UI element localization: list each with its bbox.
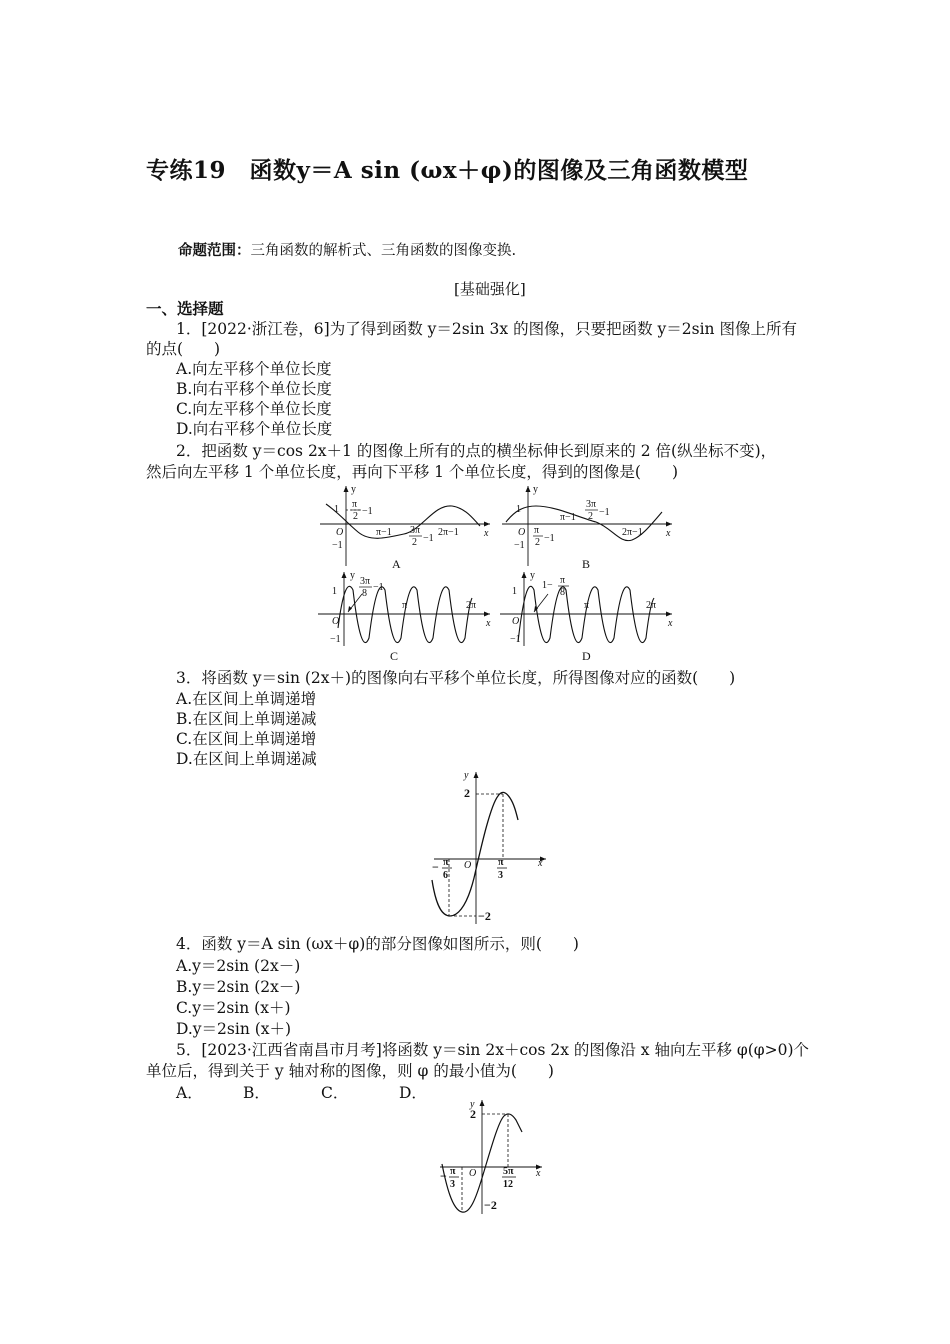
graph-c-neg-one: −1 — [330, 634, 341, 645]
graph-a-pi-minus-1: π−1 — [376, 527, 392, 538]
graph-a-half-pi-num: π — [352, 499, 358, 510]
graph-q4-pi6-den: 6 — [443, 870, 448, 881]
scope-label: 命题范围： — [178, 242, 251, 259]
graph-a-half-pi-den: 2 — [353, 511, 358, 522]
graph-d-frac-den: 8 — [560, 587, 565, 598]
graph-q4-two: 2 — [464, 786, 470, 800]
graph-q4 — [428, 768, 552, 928]
q1-option-c: C.向左平移个单位长度 — [176, 400, 332, 418]
graph-d — [498, 570, 678, 664]
q5-option-d: D． — [399, 1084, 427, 1102]
q5-option-a: A． — [176, 1084, 203, 1102]
q4-option-c: C.y＝2sin (x＋) — [176, 999, 291, 1017]
graph-b-3half-tail: −1 — [599, 507, 610, 518]
q1-option-d: D.向右平移个单位长度 — [176, 420, 333, 438]
q3-option-b: B.在区间上单调递减 — [176, 710, 317, 728]
graph-d-one: 1 — [512, 586, 517, 597]
q3-line1: 3．将函数 y＝sin (2x＋)的图像向右平移个单位长度，所得图像对应的函数( ) — [176, 669, 736, 687]
graph-d-neg-one: −1 — [510, 634, 521, 645]
graph-q5-pi3-den: 3 — [450, 1179, 455, 1190]
graph-d-frac-head: 1− — [542, 580, 553, 591]
graph-b-caption: B — [582, 557, 591, 570]
graph-b-half-pi-tail: −1 — [544, 533, 555, 544]
graph-q5-y-label: y — [470, 1099, 475, 1110]
q1-option-b: B.向右平移个单位长度 — [176, 380, 332, 398]
graph-c-origin: O — [332, 616, 340, 627]
graph-d-caption: D — [582, 649, 591, 663]
graph-a-origin: O — [336, 527, 344, 538]
graph-c-one: 1 — [332, 586, 337, 597]
graph-q4-neg-two: −2 — [478, 909, 491, 923]
graph-c-y-label: y — [350, 570, 355, 581]
graph-d-frac-num: π — [560, 575, 566, 586]
section-tag: [基础强化] — [454, 280, 526, 298]
graph-q5-two: 2 — [470, 1107, 476, 1121]
graph-a-2pi-minus-1: 2π−1 — [438, 527, 459, 538]
graph-d-x-label: x — [668, 618, 673, 629]
graph-c-pi: π — [402, 600, 408, 611]
graph-q4-pi3-den: 3 — [498, 870, 503, 881]
graph-a — [318, 482, 494, 570]
graph-q5 — [436, 1098, 548, 1218]
graph-q5-pi3-num: π — [450, 1166, 456, 1177]
graph-b-y-label: y — [533, 484, 538, 495]
graph-b-half-pi-den: 2 — [535, 537, 540, 548]
graph-d-y-arrow — [522, 572, 527, 578]
graph-c-2pi: 2π — [466, 600, 477, 611]
graph-q4-y-label: y — [464, 770, 469, 781]
q5-option-b: B． — [243, 1084, 270, 1102]
scope-line — [178, 239, 516, 260]
part-heading: 一、选择题 — [146, 299, 224, 318]
graph-a-3half-num: 3π — [410, 525, 421, 536]
graph-a-caption: A — [392, 557, 401, 570]
graph-a-y-arrow — [344, 486, 349, 492]
graph-a-x-arrow — [484, 522, 490, 527]
graph-q5-512-num: 5π — [503, 1166, 514, 1177]
graph-c-frac-den: 8 — [362, 588, 367, 599]
q2-line1: 2．把函数 y＝cos 2x＋1 的图像上所有的点的横坐标伸长到原来的 2 倍(纵坐标不变)， — [176, 442, 777, 460]
graph-b-x-arrow — [666, 522, 672, 527]
q1-line2: 的点( ) — [146, 340, 221, 358]
q4-option-a: A.y＝2sin (2x－) — [176, 957, 301, 975]
graph-c-y-arrow — [342, 572, 347, 578]
graph-a-x-label: x — [484, 528, 489, 539]
graph-q4-y-arrow — [474, 772, 479, 778]
graph-q4-x-label: x — [538, 858, 543, 869]
q4-option-d: D.y＝2sin (x＋) — [176, 1020, 292, 1038]
graph-a-3half-den: 2 — [412, 537, 417, 548]
graph-c — [316, 570, 496, 664]
graph-a-one: 1 — [334, 504, 339, 515]
graph-b-3half-den: 2 — [588, 511, 593, 522]
graph-a-half-pi-tail: −1 — [362, 506, 373, 517]
graph-q5-y-arrow — [480, 1100, 485, 1106]
graph-d-pi: π — [584, 600, 590, 611]
graph-c-x-arrow — [484, 612, 490, 617]
q3-option-d: D.在区间上单调递减 — [176, 750, 317, 768]
graph-c-frac-tail: −1 — [373, 582, 384, 593]
graph-b — [500, 482, 676, 570]
q1-line1: 1．[2022·浙江卷，6]为了得到函数 y＝2sin 3x 的图像，只要把函数 y＝2sin 图像上所有 — [176, 320, 797, 338]
graph-q5-512-den: 12 — [503, 1179, 513, 1190]
q2-line2: 然后向左平移 1 个单位长度，再向下平移 1 个单位长度，得到的图像是( ) — [146, 463, 679, 481]
graph-a-3half-tail: −1 — [423, 533, 434, 544]
q3-option-a: A.在区间上单调递增 — [176, 690, 317, 708]
q5-option-c: C． — [321, 1084, 349, 1102]
graph-q4-pi3-num: π — [498, 857, 504, 868]
q4-option-b: B.y＝2sin (2x－) — [176, 978, 301, 996]
graph-q4-pi6-num: π — [443, 857, 449, 868]
graph-q5-origin: O — [469, 1168, 477, 1179]
graph-b-pi-minus-1: π−1 — [560, 512, 576, 523]
graph-b-2pi-minus-1: 2π−1 — [622, 527, 643, 538]
graph-q4-neg-sign: − — [432, 860, 439, 874]
graph-c-frac-num: 3π — [360, 576, 371, 587]
graph-d-y-label: y — [530, 570, 535, 581]
graph-q5-x-label: x — [536, 1168, 541, 1179]
graph-b-half-pi-num: π — [534, 525, 540, 536]
graph-q4-origin: O — [464, 860, 472, 871]
graph-b-y-arrow — [526, 486, 531, 492]
graph-b-origin: O — [518, 527, 526, 538]
graph-q5-neg-sign: − — [440, 1169, 447, 1183]
page-title: 专练19 函数y＝A sin (ωx＋φ)的图像及三角函数模型 — [146, 157, 749, 184]
q4-line1: 4．函数 y＝A sin (ωx＋φ)的部分图像如图所示，则( ) — [176, 935, 579, 953]
q5-line2: 单位后，得到关于 y 轴对称的图像，则 φ 的最小值为( ) — [146, 1062, 554, 1080]
graph-d-2pi: 2π — [646, 600, 657, 611]
graph-b-one: 1 — [516, 504, 521, 515]
graph-q4-curve — [432, 792, 518, 916]
graph-c-x-label: x — [486, 618, 491, 629]
q3-option-c: C.在区间上单调递增 — [176, 730, 317, 748]
q1-option-a: A.向左平移个单位长度 — [176, 360, 332, 378]
graph-b-neg-one: −1 — [514, 540, 525, 551]
graph-a-neg-one: −1 — [332, 540, 343, 551]
graph-d-origin: O — [512, 616, 520, 627]
graph-a-y-label: y — [351, 484, 356, 495]
graph-d-x-arrow — [666, 612, 672, 617]
scope-text: 三角函数的解析式、三角函数的图像变换. — [250, 243, 517, 259]
graph-b-x-label: x — [666, 528, 671, 539]
graph-b-3half-num: 3π — [586, 499, 597, 510]
graph-c-caption: C — [390, 649, 399, 663]
q5-line1: 5．[2023·江西省南昌市月考]将函数 y＝sin 2x＋cos 2x 的图像沿 x 轴向左平移 φ(φ>0)个 — [176, 1041, 810, 1059]
graph-q5-neg-two: −2 — [484, 1198, 497, 1212]
